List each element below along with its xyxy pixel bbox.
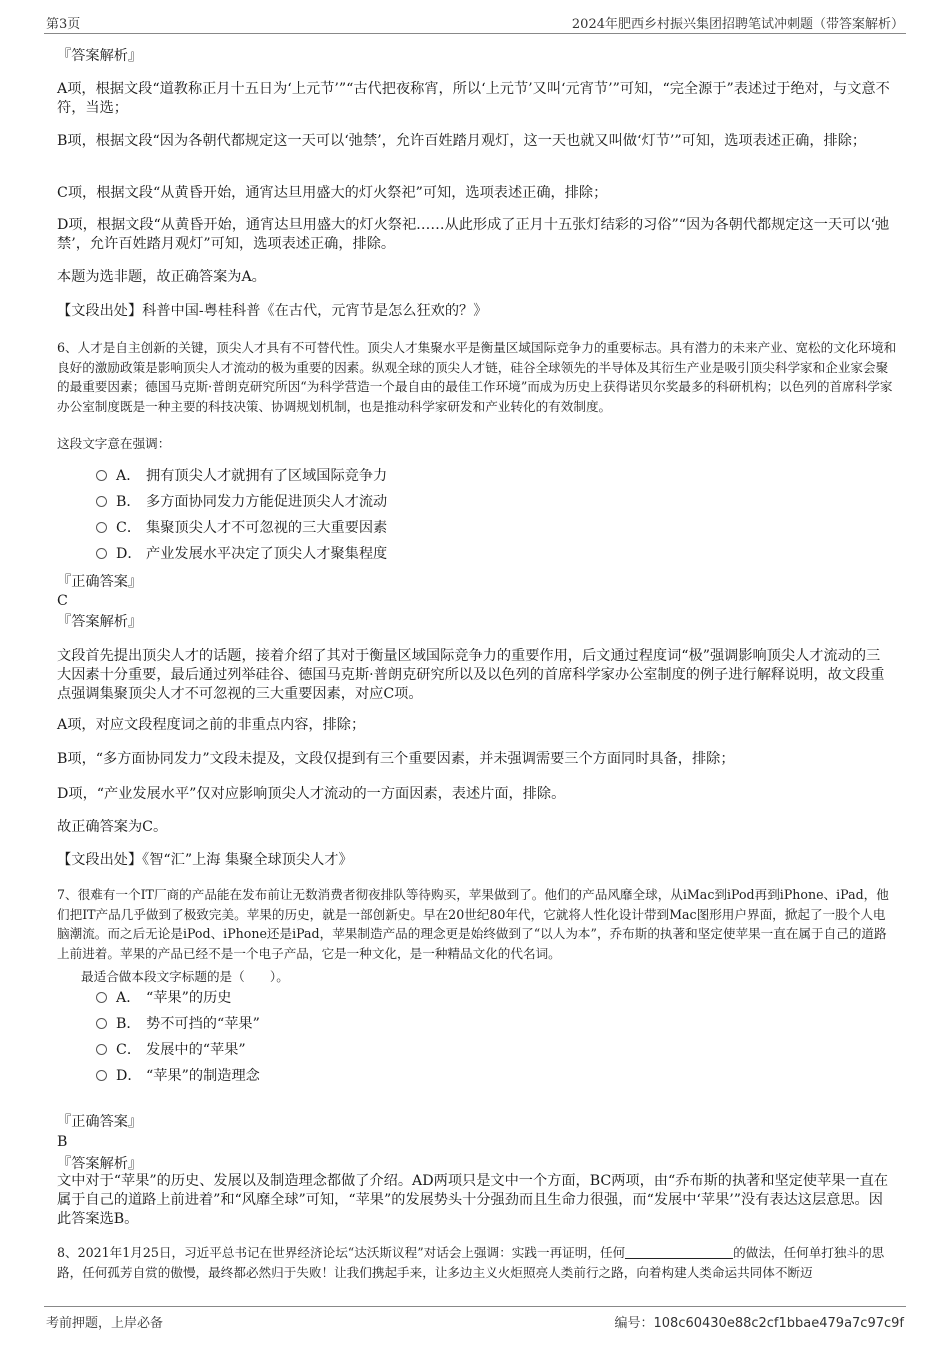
q6-answer: C xyxy=(57,593,68,609)
radio-icon[interactable] xyxy=(96,1044,107,1055)
q7-stem: 7、很难有一个IT厂商的产品能在发布前让无数消费者彻夜排队等待购买，苹果做到了。他们的产品风靡全球，从iMac到iPod再到iPhone、iPad，他们把IT产品几乎做到了极致完美。苹果的历史，就是一部创新史。早在20世纪80年代，它就将人性化设计带到Mac图形用户界面，掀起了一股个人电脑潮流。而之后无论是iPod、iPhone还是iPad，苹果制造产品的理念更是始终做到了“以人为本”，乔布斯的执著和坚定使苹果一直在属于自己的道路上前进着。苹果的产品已经不是一个电子产品，它是一种文化，是一种精品文化的代名词。 xyxy=(57,887,889,961)
q6-analysis: 文段首先提出顶尖人才的话题，接着介绍了其对于衡量区域国际竞争力的重要作用，后文通过程度词“极”强调影响顶尖人才流动的三大因素十分重要，最后通过列举硅谷、德国马克斯·普朗克研究所以及以色列的首席科学家办公室制度的例子进行解释说明，故文段重点强调集聚顶尖人才不可忽视的三大重要因素，对应C项。 xyxy=(57,648,885,702)
q6-analysis-d: D项，“产业发展水平”仅对应影响顶尖人才流动的一方面因素，表述片面，排除。 xyxy=(57,786,566,802)
q6-analysis-label: 『答案解析』 xyxy=(57,614,143,630)
q7-answer-label: 『正确答案』 xyxy=(57,1114,143,1130)
radio-icon[interactable] xyxy=(96,522,107,533)
q8-stem: 8、2021年1月25日，习近平总书记在世界经济论坛“达沃斯议程”对话会上强调：实践一再证明，任何 的做法，任何单打独斗的思路，任何孤芳自赏的傲慢，最终都必然归于失败！让我们携起手来，让多边主义火炬照亮人类前行之路，向着构建人类命运共同体不断迈 xyxy=(57,1245,885,1280)
radio-icon[interactable] xyxy=(96,496,107,507)
q6-analysis-b: B项，“多方面协同发力”文段未提及，文段仅提到有三个重要因素，并未强调需要三个方面同时具备，排除； xyxy=(57,751,735,767)
q5-analysis-b: B项，根据文段“因为各朝代都规定这一天可以‘弛禁’，允许百姓踏月观灯，这一天也就又叫做‘灯节’”可知，选项表述正确，排除； xyxy=(57,133,867,149)
q5-analysis-a: A项，根据文段“道教称正月十五日为‘上元节’”“古代把夜称宵，所以‘上元节’又叫‘元宵节’”可知，“完全源于”表述过于绝对，与文意不符，当选； xyxy=(57,81,890,116)
q7-analysis: 文中对于“苹果”的历史、发展以及制造理念都做了介绍。AD两项只是文中一个方面，BC两项，由“乔布斯的执著和坚定使苹果一直在属于自己的道路上前进着”和“风靡全球”可知，“苹果”的发展势头十分强劲而且生命力很强，而“发展中‘苹果’”没有表达这层意思。因此答案选B。 xyxy=(57,1173,889,1227)
q6-conclusion: 故正确答案为C。 xyxy=(57,819,168,835)
q6-source: 【文段出处】《智“汇”上海 集聚全球顶尖人才》 xyxy=(57,852,353,868)
radio-icon[interactable] xyxy=(96,548,107,559)
q5-source: 【文段出处】科普中国-粤桂科普《在古代，元宵节是怎么狂欢的？》 xyxy=(57,303,488,319)
q7-analysis-label: 『答案解析』 xyxy=(57,1156,143,1172)
radio-icon[interactable] xyxy=(96,992,107,1003)
q6-analysis-a: A项，对应文段程度词之前的非重点内容，排除； xyxy=(57,717,366,733)
q7-answer: B xyxy=(57,1134,68,1150)
q5-analysis-label: 『答案解析』 xyxy=(57,48,143,64)
header-divider xyxy=(44,33,906,34)
q6-question: 这段文字意在强调： xyxy=(57,436,171,451)
q6-answer-label: 『正确答案』 xyxy=(57,574,143,590)
q6-option-b[interactable]: B． 多方面协同发力方能促进顶尖人才流动 xyxy=(96,492,387,512)
q6-option-a[interactable]: A． 拥有顶尖人才就拥有了区域国际竞争力 xyxy=(96,466,387,486)
radio-icon[interactable] xyxy=(96,1070,107,1081)
radio-icon[interactable] xyxy=(96,1018,107,1029)
q6-option-c[interactable]: C． 集聚顶尖人才不可忽视的三大重要因素 xyxy=(96,518,387,538)
q7-option-c[interactable]: C． 发展中的“苹果” xyxy=(96,1040,246,1060)
fill-in-blank[interactable] xyxy=(625,1246,733,1259)
q6-stem: 6、人才是自主创新的关键，顶尖人才具有不可替代性。顶尖人才集聚水平是衡量区域国际竞争力的重要标志。具有潜力的未来产业、宽松的文化环境和良好的激励政策是影响顶尖人才流动的极为重要的因素。纵观全球的顶尖人才链，硅谷全球领先的半导体及其衍生产业是吸引顶尖科学家和企业家会聚的最重要因素；德国马克斯·普朗克研究所因“为科学营造一个最自由的最佳工作环境”而成为历史上获得诺贝尔奖最多的科研机构；以色列的首席科学家办公室制度既是一种主要的科技决策、协调规划机制，也是推动科学家研发和产业转化的有效制度。 xyxy=(57,340,897,414)
q7-option-b[interactable]: B． 势不可挡的“苹果” xyxy=(96,1014,260,1034)
q5-conclusion: 本题为选非题，故正确答案为A。 xyxy=(57,269,266,285)
q5-analysis-c: C项，根据文段“从黄昏开始，通宵达旦用盛大的灯火祭祀”可知，选项表述正确，排除； xyxy=(57,185,608,201)
document-title: 2024年肥西乡村振兴集团招聘笔试冲刺题（带答案解析） xyxy=(571,17,904,32)
q7-option-d[interactable]: D． “苹果”的制造理念 xyxy=(96,1066,260,1086)
q7-question: 最适合做本段文字标题的是（ ）。 xyxy=(81,969,289,984)
footer-slogan: 考前押题，上岸必备 xyxy=(46,1316,164,1331)
document-code: 编号：108c60430e88c2cf1bbae479a7c97c9f xyxy=(614,1316,904,1331)
q6-option-d[interactable]: D． 产业发展水平决定了顶尖人才聚集程度 xyxy=(96,544,387,564)
footer-divider xyxy=(44,1306,906,1307)
radio-icon[interactable] xyxy=(96,470,107,481)
page-number: 第3页 xyxy=(46,17,81,32)
q5-analysis-d: D项，根据文段“从黄昏开始，通宵达旦用盛大的灯火祭祀……从此形成了正月十五张灯结彩的习俗”“因为各朝代都规定这一天可以‘弛禁’，允许百姓踏月观灯”可知，选项表述正确，排除。 xyxy=(57,217,890,252)
q7-option-a[interactable]: A． “苹果”的历史 xyxy=(96,988,231,1008)
